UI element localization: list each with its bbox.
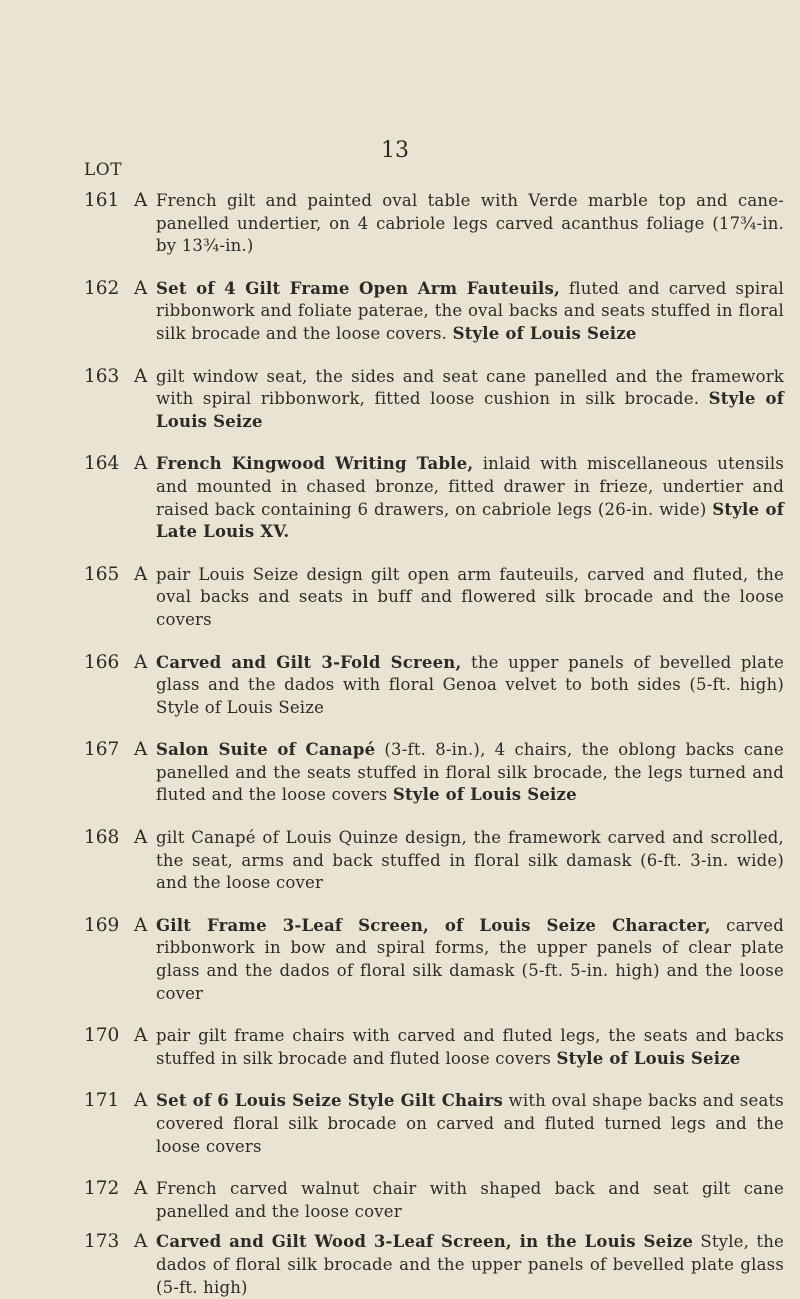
lot-marker: A xyxy=(134,277,148,299)
lot-marker: A xyxy=(134,453,148,475)
lot-entry xyxy=(84,190,784,258)
lot-description xyxy=(156,453,784,543)
lot-description xyxy=(156,1178,784,1223)
lot-body: inlaid with miscellaneous utensils and mounted in chased bronze, fitted drawer in frieze, undertier and raised back containing 6 drawers, on cabriole legs (26-in. wide) xyxy=(156,454,784,519)
lot-marker: A xyxy=(134,365,148,387)
lot-lead: Carved and Gilt 3-Fold Screen, xyxy=(156,652,462,672)
lot-lead: Carved and Gilt Wood 3-Leaf Screen, in the Louis Seize xyxy=(156,1232,694,1252)
lot-marker: A xyxy=(134,1090,148,1112)
lot-entry xyxy=(84,366,784,434)
lot-description xyxy=(156,278,784,346)
lot-number: 161 xyxy=(84,190,120,211)
lot-entry xyxy=(84,827,784,895)
lot-marker: A xyxy=(134,914,148,936)
lot-number: 172 xyxy=(84,1178,120,1200)
lot-entry xyxy=(84,1178,784,1223)
lot-body: French carved walnut chair with shaped back and seat gilt cane panelled and the loose cover xyxy=(156,1179,784,1221)
lot-style: Style of Louis Seize xyxy=(452,323,637,343)
lot-body: Style, the dados of floral silk brocade and the upper panels of bevelled plate glass (5-ft. high) xyxy=(156,1232,784,1297)
lot-entry xyxy=(84,739,784,807)
page-number: 13 xyxy=(381,138,409,163)
lot-description xyxy=(156,190,784,258)
lot-entry xyxy=(84,915,784,1005)
lot-body: the upper panels of bevelled plate glass and the dados with floral Genoa velvet to both sides (5-ft. high) Style of Louis Seize xyxy=(156,652,784,717)
lot-lead: Gilt Frame 3-Leaf Screen, of Louis Seize Character, xyxy=(156,915,711,935)
lot-marker: A xyxy=(134,1231,148,1253)
lot-body: with oval shape backs and seats covered floral silk brocade on carved and fluted turned legs and the loose covers xyxy=(156,1091,784,1156)
lot-body: gilt window seat, the sides and seat cane panelled and the framework with spiral ribbonwork, fitted loose cushion in silk brocade. xyxy=(156,366,784,409)
lot-marker: A xyxy=(134,563,148,585)
lot-number: 164 xyxy=(84,453,120,475)
lot-number: 162 xyxy=(84,277,120,299)
lot-number: 163 xyxy=(84,365,120,387)
lot-description xyxy=(156,1090,784,1158)
lot-body: carved ribbonwork in bow and spiral forms, the upper panels of clear plate glass and the dados of floral silk damask (5-ft. 5-in. high) and the loose cover xyxy=(156,915,784,1003)
lot-style: Style of Louis Seize xyxy=(392,785,577,805)
lot-style: Style of Late Louis XV. xyxy=(156,499,784,542)
lot-description xyxy=(156,1025,784,1070)
lot-number: 167 xyxy=(84,739,120,761)
lot-marker: A xyxy=(134,827,148,849)
lot-description xyxy=(156,827,784,895)
lot-entry xyxy=(84,278,784,346)
lot-number: 165 xyxy=(84,563,120,585)
lot-body: pair Louis Seize design gilt open arm fauteuils, carved and fluted, the oval backs and seats in buff and flowered silk brocade and the loose covers xyxy=(156,564,784,629)
lot-marker: A xyxy=(134,1178,148,1200)
lot-number: 173 xyxy=(84,1231,120,1253)
lot-entry xyxy=(84,652,784,720)
lot-body: French gilt and painted oval table with Verde marble top and cane-panelled undertier, on 4 cabriole legs carved acanthus foliage (17¾-in. by 13¾-in.) xyxy=(156,191,784,256)
lot-description xyxy=(156,366,784,434)
lot-entry xyxy=(84,453,784,543)
lot-description xyxy=(156,739,784,807)
lot-style: Style of Louis Seize xyxy=(156,389,785,431)
lot-description xyxy=(156,1231,784,1299)
lot-body: (3-ft. 8-in.), 4 chairs, the oblong backs cane panelled and the seats stuffed in floral silk brocade, the legs turned and fluted and the loose covers xyxy=(156,740,784,805)
lot-number: 170 xyxy=(84,1025,120,1047)
lot-entry xyxy=(84,1090,784,1158)
lot-style: Style of Louis Seize xyxy=(556,1048,741,1068)
lot-number: 169 xyxy=(84,914,120,936)
lot-entry xyxy=(84,1231,784,1299)
lot-lead: Set of 4 Gilt Frame Open Arm Fauteuils, xyxy=(156,278,560,298)
lot-lead: Set of 6 Louis Seize Style Gilt Chairs xyxy=(156,1091,503,1111)
lot-description xyxy=(156,564,784,632)
lot-body: gilt Canapé of Louis Quinze design, the framework carved and scrolled, the seat, arms and back stuffed in floral silk damask (6-ft. 3-in. wide) and the loose cover xyxy=(156,828,784,893)
lot-list xyxy=(84,190,784,1299)
lot-marker: A xyxy=(134,651,148,673)
lot-entry xyxy=(84,1025,784,1070)
lot-marker: A xyxy=(134,739,148,761)
lot-description xyxy=(156,915,784,1005)
lot-marker: A xyxy=(134,1025,148,1047)
lot-lead: Salon Suite of Canapé xyxy=(156,740,376,760)
lot-description xyxy=(156,652,784,720)
lot-number: 171 xyxy=(84,1090,120,1112)
lot-marker: A xyxy=(134,190,148,211)
lot-body: fluted and carved spiral ribbonwork and foliate paterae, the oval backs and seats stuffed in floral silk brocade and the loose covers. xyxy=(156,278,784,343)
lot-entry xyxy=(84,564,784,632)
lot-column-header: LOT xyxy=(84,160,123,180)
lot-lead: French Kingwood Writing Table, xyxy=(156,454,474,474)
lot-number: 168 xyxy=(84,827,120,849)
lot-number: 166 xyxy=(84,651,120,673)
lot-body: pair gilt frame chairs with carved and fluted legs, the seats and backs stuffed in silk brocade and fluted loose covers xyxy=(156,1026,784,1068)
